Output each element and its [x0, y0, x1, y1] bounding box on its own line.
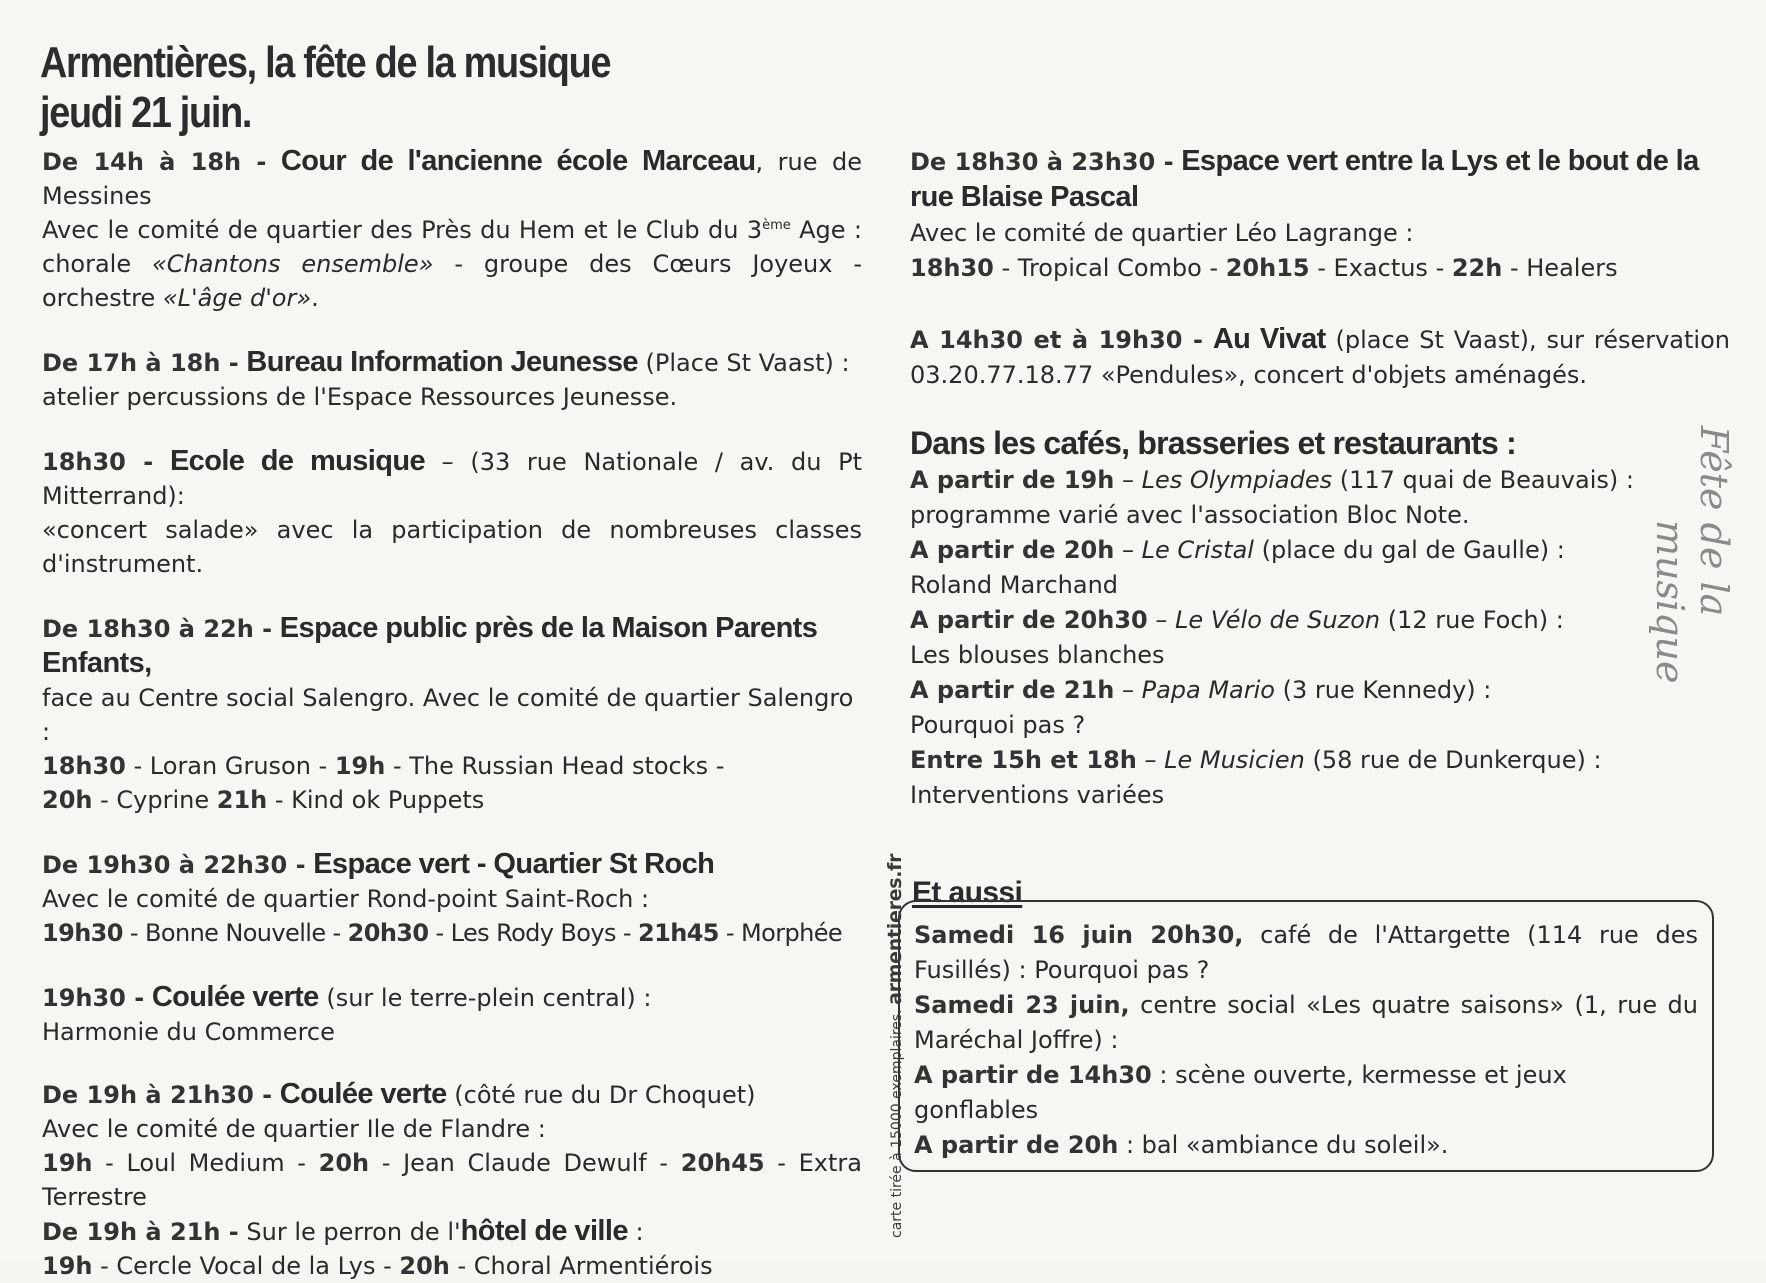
aussi-heading: Et aussi — [912, 876, 1023, 909]
separator: – — [1114, 536, 1142, 564]
performance-time: 20h — [42, 786, 93, 814]
event-address: (côté rue du Dr Choquet) — [446, 1081, 756, 1109]
cafe-time: A partir de 21h — [910, 676, 1115, 704]
event-time: De 18h30 à 23h30 - — [910, 148, 1174, 176]
event-venue: Cour de l'ancienne école Marceau — [280, 145, 756, 177]
section-heading: Dans les cafés, brasseries et restaurants : — [910, 425, 1516, 461]
cafe-item — [910, 743, 1730, 813]
handwriting-line: Fête de la — [1692, 426, 1736, 617]
cafe-description: Interventions variées — [910, 781, 1165, 809]
aussi-description: café de l'Attargette (114 rue des Fusillés) : Pourquoi pas ? — [914, 921, 1699, 984]
performance-time: 20h15 — [1225, 254, 1310, 282]
cafe-address: (58 rue de Dunkerque) : — [1304, 746, 1602, 774]
event-time: De 19h à 21h30 - — [42, 1081, 273, 1109]
aussi-description: : bal «ambiance du soleil». — [1118, 1131, 1449, 1159]
aussi-time: A partir de 14h30 — [914, 1061, 1152, 1089]
cafe-item — [910, 463, 1730, 533]
performance-time: 18h30 — [910, 254, 994, 282]
page-title — [40, 38, 610, 138]
cafe-item — [910, 533, 1730, 603]
event-address: : — [627, 1218, 644, 1246]
event-time: De 18h30 à 22h - — [42, 615, 273, 643]
event-time: De 17h à 18h - — [42, 349, 239, 377]
superscript: ème — [762, 218, 791, 233]
handwritten-note — [1640, 390, 1766, 750]
performance-time: 21h — [216, 786, 268, 814]
aussi-item — [914, 1128, 1698, 1163]
cafe-time: A partir de 20h — [910, 536, 1115, 564]
aussi-time: A partir de 20h — [914, 1131, 1119, 1159]
cafe-name: Le Cristal — [1141, 536, 1254, 564]
performance-act: - Les Rody Boys - — [428, 919, 639, 947]
aussi-description: : scène ouverte, kermesse et jeux gonflables — [914, 1061, 1567, 1124]
event-venue: Coulée verte — [151, 981, 319, 1013]
performance-act: - Cercle Vocal de la Lys - — [92, 1252, 400, 1280]
event-time: De 14h à 18h - — [42, 148, 267, 176]
performance-time: 19h — [42, 1149, 93, 1177]
cafe-name: Papa Mario — [1141, 676, 1275, 704]
performance-act: - Choral Armentiérois — [449, 1252, 713, 1280]
event-description: 03.20.77.18.77 «Pendules», concert d'objets aménagés. — [910, 361, 1588, 389]
vertical-imprint — [884, 854, 906, 1238]
aussi-item — [914, 988, 1698, 1058]
handwriting-line: musique — [1648, 520, 1692, 684]
performance-act: - Morphée — [718, 919, 843, 947]
event-description: «concert salade» avec la participation de nombreuses classes d'instrument. — [42, 516, 862, 578]
aussi-description: centre social «Les quatre saisons» (1, rue du Maréchal Joffre) : — [914, 991, 1698, 1054]
event-act: «L'âge d'or» — [162, 284, 312, 312]
event-time: 19h30 - — [42, 984, 145, 1012]
event-address: , rue de Messines — [42, 148, 862, 210]
event-act: «Chantons ensemble» — [151, 250, 434, 278]
event-description: Age : — [790, 216, 862, 244]
event-coulee-verte-choquet — [42, 1077, 862, 1214]
performance-act: - Tropical Combo - — [993, 254, 1226, 282]
separator: – — [1147, 606, 1175, 634]
performance-act: - Jean Claude Dewulf - — [369, 1149, 681, 1177]
cafe-time: Entre 15h et 18h — [910, 746, 1137, 774]
event-description: . — [311, 284, 319, 312]
cafe-name: Le Musicien — [1164, 746, 1305, 774]
event-time: De 19h à 21h - — [42, 1218, 239, 1246]
aussi-box — [898, 900, 1714, 1172]
cafe-time: A partir de 19h — [910, 466, 1115, 494]
event-venue: hôtel de ville — [460, 1215, 628, 1247]
cafe-address: (12 rue Foch) : — [1380, 606, 1564, 634]
cafe-item — [910, 603, 1730, 673]
event-venue: Espace public près de la Maison Parents Enfants, — [42, 612, 818, 679]
website-url: armentieres.fr — [884, 853, 906, 1005]
cafe-address: (117 quai de Beauvais) : — [1332, 466, 1634, 494]
event-venue: Au Vivat — [1212, 323, 1326, 355]
event-venue: Espace vert entre la Lys et le bout de la rue Blaise Pascal — [910, 145, 1699, 213]
performance-time: 18h30 — [42, 752, 126, 780]
event-address: – (33 rue Nationale / av. du Pt Mitterrand): — [42, 448, 862, 510]
event-description: Sur le perron de l' — [238, 1218, 461, 1246]
separator: – — [1136, 746, 1165, 774]
separator: – — [1114, 676, 1142, 704]
performance-time: 22h — [1451, 254, 1503, 282]
event-leo-lagrange — [910, 144, 1730, 286]
event-description: Avec le comité de quartier Ile de Flandre : — [42, 1115, 546, 1143]
event-description: Avec le comité de quartier Rond-point Saint-Roch : — [42, 885, 650, 913]
performance-time: 20h — [399, 1252, 450, 1280]
event-hotel-de-ville — [42, 1214, 862, 1283]
title-line-1: Armentières, la fête de la musique — [40, 38, 611, 87]
performance-time: 20h30 — [347, 919, 429, 947]
event-description: chorale — [42, 250, 152, 278]
event-au-vivat — [910, 322, 1730, 393]
event-st-roch — [42, 847, 862, 950]
performance-act: - Kind ok Puppets — [267, 786, 485, 814]
left-column — [42, 144, 862, 1283]
event-description: - groupe des Cœurs Joyeux - orchestre — [42, 250, 862, 312]
event-address: (place St Vaast), sur réservation — [1325, 326, 1730, 354]
event-address: (Place St Vaast) : — [637, 349, 850, 377]
event-venue: Espace vert - Quartier St Roch — [313, 848, 715, 880]
event-bij — [42, 345, 862, 414]
performance-act: - The Russian Head stocks - — [385, 752, 725, 780]
event-salengro — [42, 611, 862, 817]
performance-time: 21h45 — [638, 919, 719, 947]
aussi-item — [914, 918, 1698, 988]
event-venue: Ecole de musique — [169, 445, 425, 477]
performance-time: 20h45 — [680, 1149, 765, 1177]
performance-act: - Loran Gruson - — [125, 752, 335, 780]
performance-act: - Cyprine — [92, 786, 217, 814]
cafe-time: A partir de 20h30 — [910, 606, 1148, 634]
title-line-2: jeudi 21 juin. — [40, 88, 252, 137]
event-ecole-musique — [42, 444, 862, 581]
performance-act: - Extra Terrestre — [42, 1149, 862, 1211]
print-run-note: carte tirée à 15000 exemplaires. — [889, 1009, 905, 1238]
performance-act: - Loul Medium - — [92, 1149, 319, 1177]
cafe-description: Roland Marchand — [910, 571, 1119, 599]
aussi-date: Samedi 16 juin 20h30, — [914, 921, 1244, 949]
event-marceau — [42, 144, 862, 315]
performance-time: 19h — [42, 1252, 93, 1280]
performance-time: 19h30 — [42, 919, 123, 947]
separator: – — [1114, 466, 1142, 494]
cafe-address: (3 rue Kennedy) : — [1274, 676, 1492, 704]
event-description: face au Centre social Salengro. Avec le comité de quartier Salengro : — [42, 684, 854, 746]
cafe-list — [910, 463, 1730, 813]
event-venue: Bureau Information Jeunesse — [246, 346, 638, 378]
cafe-item — [910, 673, 1730, 743]
cafe-name: Les Olympiades — [1141, 466, 1333, 494]
event-venue: Coulée verte — [279, 1078, 447, 1110]
cafe-name: Le Vélo de Suzon — [1175, 606, 1381, 634]
performance-time: 20h — [318, 1149, 370, 1177]
cafe-description: programme varié avec l'association Bloc Note. — [910, 501, 1470, 529]
performance-act: - Healers — [1502, 254, 1618, 282]
performance-act: - Bonne Nouvelle - — [122, 919, 348, 947]
aussi-item — [914, 1058, 1698, 1128]
event-time: A 14h30 et à 19h30 - — [910, 326, 1203, 354]
event-time: 18h30 - — [42, 448, 154, 476]
performance-time: 19h — [334, 752, 386, 780]
cafe-description: Les blouses blanches — [910, 641, 1165, 669]
event-description: Avec le comité de quartier des Près du Hem et le Club du 3 — [42, 216, 763, 244]
cafes-section — [910, 423, 1730, 813]
event-description: Avec le comité de quartier Léo Lagrange : — [910, 219, 1414, 247]
performance-act: - Exactus - — [1309, 254, 1452, 282]
cafe-address: (place du gal de Gaulle) : — [1253, 536, 1565, 564]
event-description: Harmonie du Commerce — [42, 1018, 335, 1046]
event-coulee-verte-central — [42, 980, 862, 1049]
event-description: atelier percussions de l'Espace Ressources Jeunesse. — [42, 383, 678, 411]
event-time: De 19h30 à 22h30 - — [42, 851, 306, 879]
right-column — [910, 144, 1730, 813]
aussi-date: Samedi 23 juin, — [914, 991, 1130, 1019]
cafe-description: Pourquoi pas ? — [910, 711, 1086, 739]
event-address: (sur le terre-plein central) : — [318, 984, 652, 1012]
